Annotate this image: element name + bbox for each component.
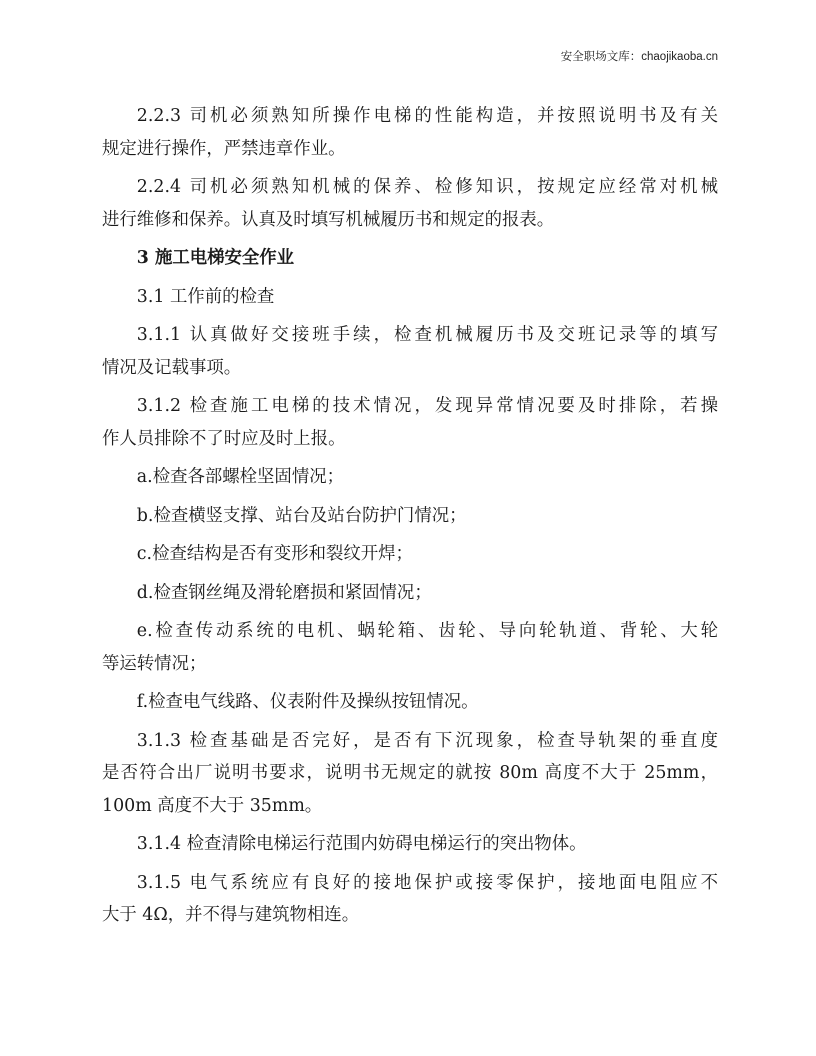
page-header: 安全职场文库：chaojikaoba.cn bbox=[560, 51, 718, 63]
text-line: 是否符合出厂说明书要求，说明书无规定的就按 80m 高度不大于 25mm， bbox=[102, 763, 718, 783]
heading-text: 3.1 工作前的检查 bbox=[136, 286, 275, 307]
list-item-a bbox=[102, 461, 718, 494]
text-line: 规定进行操作，严禁违章作业。 bbox=[102, 138, 346, 159]
text-line: 3.1.4 检查清除电梯运行范围内妨碍电梯运行的突出物体。 bbox=[136, 834, 587, 854]
list-item-d bbox=[102, 577, 718, 610]
text-line: b.检查横竖支撑、站台及站台防护门情况； bbox=[136, 505, 467, 526]
subsection-heading-3-1 bbox=[102, 281, 718, 314]
text-line: 大于 4Ω，并不得与建筑物相连。 bbox=[102, 905, 360, 925]
text-line: 100m 高度不大于 35mm。 bbox=[102, 795, 323, 816]
text-line: f.检查电气线路、仪表附件及操纵按钮情况。 bbox=[136, 692, 479, 712]
heading-text: 3 施工电梯安全作业 bbox=[136, 248, 295, 268]
paragraph-3-1-3 bbox=[102, 725, 718, 823]
paragraph-2-2-3 bbox=[102, 100, 718, 165]
text-line: 等运转情况； bbox=[102, 653, 207, 674]
text-line: d.检查钢丝绳及滑轮磨损和紧固情况； bbox=[136, 582, 432, 603]
text-line: 3.1.3 检查基础是否完好，是否有下沉现象，检查导轨架的垂直度 bbox=[136, 730, 718, 751]
text-line: e.检查传动系统的电机、蜗轮箱、齿轮、导向轮轨道、背轮、大轮 bbox=[136, 621, 718, 641]
paragraph-3-1-4 bbox=[102, 828, 718, 861]
paragraph-3-1-2 bbox=[102, 390, 718, 455]
list-item-e bbox=[102, 615, 718, 680]
paragraph-3-1-5 bbox=[102, 867, 718, 932]
section-heading-3 bbox=[102, 242, 718, 275]
document-body bbox=[102, 100, 718, 938]
text-line: 3.1.2 检查施工电梯的技术情况，发现异常情况要及时排除，若操 bbox=[136, 396, 718, 416]
text-line: 3.1.1 认真做好交接班手续，检查机械履历书及交班记录等的填写 bbox=[136, 325, 718, 345]
text-line: 3.1.5 电气系统应有良好的接地保护或接零保护，接地面电阻应不 bbox=[136, 872, 718, 893]
text-line: a.检查各部螺栓坚固情况； bbox=[136, 467, 344, 487]
paragraph-3-1-1 bbox=[102, 319, 718, 384]
text-line: 作人员排除不了时应及时上报。 bbox=[102, 428, 346, 449]
text-line: 2.2.3 司机必须熟知所操作电梯的性能构造，并按照说明书及有关 bbox=[136, 106, 718, 126]
text-line: 2.2.4 司机必须熟知机械的保养、检修知识，按规定应经常对机械 bbox=[136, 177, 718, 197]
list-item-b bbox=[102, 500, 718, 533]
text-line: 进行维修和保养。认真及时填写机械履历书和规定的报表。 bbox=[102, 209, 555, 230]
paragraph-2-2-4 bbox=[102, 171, 718, 236]
list-item-f bbox=[102, 686, 718, 719]
text-line: 情况及记载事项。 bbox=[102, 357, 242, 378]
list-item-c bbox=[102, 538, 718, 571]
text-line: c.检查结构是否有变形和裂纹开焊； bbox=[136, 544, 413, 564]
